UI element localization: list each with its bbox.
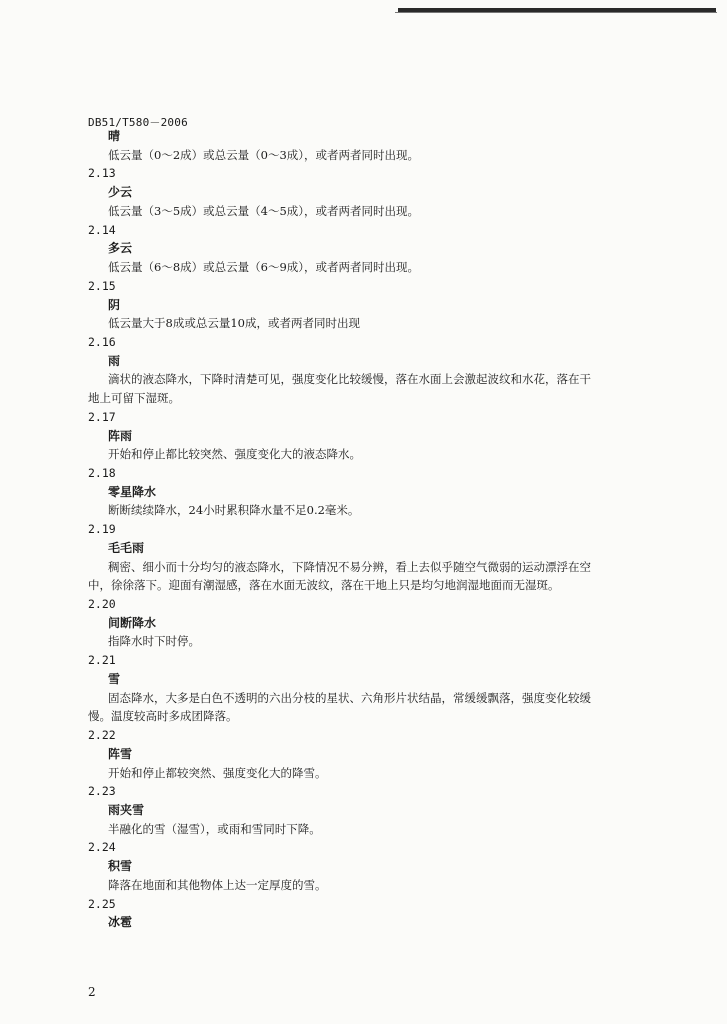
term-heading: 毛毛雨 bbox=[108, 540, 145, 555]
term-definition: 低云量大于8成或总云量10成，或者两者同时出现 bbox=[108, 316, 360, 331]
term-heading: 冰雹 bbox=[108, 915, 133, 930]
term-definition: 低云量（0～2成）或总云量（0～3成），或者两者同时出现。 bbox=[108, 147, 420, 162]
term-heading: 雨夹雪 bbox=[108, 802, 145, 817]
term-definition: 固态降水，大多是白色不透明的六出分枝的星状、六角形片状结晶，常缓缓飘落，强度变化较缓 bbox=[108, 690, 591, 705]
clause-number: 2.14 bbox=[88, 222, 116, 237]
definition-continuation: 慢。温度较高时多成团降落。 bbox=[88, 709, 238, 724]
term-heading: 晴 bbox=[108, 129, 121, 143]
clause-number: 2.23 bbox=[88, 784, 116, 799]
page-number: 2 bbox=[88, 985, 96, 999]
term-heading: 少云 bbox=[108, 185, 133, 200]
clause-number: 2.22 bbox=[88, 728, 116, 742]
term-definition: 降落在地面和其他物体上达一定厚度的雪。 bbox=[108, 877, 327, 892]
term-definition: 断断续续降水，24小时累积降水量不足0.2毫米。 bbox=[108, 503, 360, 518]
term-heading: 间断降水 bbox=[108, 615, 157, 630]
term-heading: 零星降水 bbox=[108, 484, 157, 499]
clause-number: 2.20 bbox=[88, 597, 116, 611]
term-heading: 雪 bbox=[108, 671, 121, 686]
term-heading: 阴 bbox=[108, 297, 121, 312]
term-heading: 阵雪 bbox=[108, 746, 133, 761]
term-definition: 开始和停止都较突然、强度变化大的降雪。 bbox=[108, 765, 327, 780]
definition-continuation: 地上可留下湿斑。 bbox=[88, 391, 180, 406]
standard-code: DB51/T580－2006 bbox=[88, 116, 188, 129]
term-definition: 低云量（6～8成）或总云量（6～9成），或者两者同时出现。 bbox=[108, 260, 420, 274]
term-definition: 稠密、细小而十分均匀的液态降水，下降情况不易分辨，看上去似乎随空气微弱的运动漂浮在空 bbox=[108, 559, 591, 574]
term-definition: 半融化的雪（湿雪），或雨和雪同时下降。 bbox=[108, 821, 321, 836]
clause-number: 2.19 bbox=[88, 522, 116, 537]
clause-number: 2.15 bbox=[88, 278, 116, 293]
clause-number: 2.24 bbox=[88, 840, 116, 855]
term-definition: 开始和停止都比较突然、强度变化大的液态降水。 bbox=[108, 447, 361, 462]
clause-number: 2.25 bbox=[88, 896, 116, 911]
term-heading: 积雪 bbox=[108, 859, 133, 874]
term-definition: 低云量（3～5成）或总云量（4～5成），或者两者同时出现。 bbox=[108, 203, 420, 218]
definition-continuation: 中，徐徐落下。迎面有潮湿感，落在水面无波纹，落在干地上只是均匀地润湿地面而无湿斑。 bbox=[88, 578, 560, 593]
clause-number: 2.18 bbox=[88, 466, 116, 480]
term-heading: 阵雨 bbox=[108, 428, 133, 443]
clause-number: 2.13 bbox=[88, 166, 116, 181]
clause-number: 2.16 bbox=[88, 334, 116, 349]
clause-number: 2.21 bbox=[88, 653, 116, 668]
clause-number: 2.17 bbox=[88, 409, 116, 424]
term-heading: 多云 bbox=[108, 241, 133, 256]
term-definition: 指降水时下时停。 bbox=[108, 634, 200, 649]
term-definition: 滴状的液态降水，下降时清楚可见，强度变化比较缓慢，落在水面上会激起波纹和水花，落在干 bbox=[108, 372, 591, 387]
term-heading: 雨 bbox=[108, 353, 121, 368]
